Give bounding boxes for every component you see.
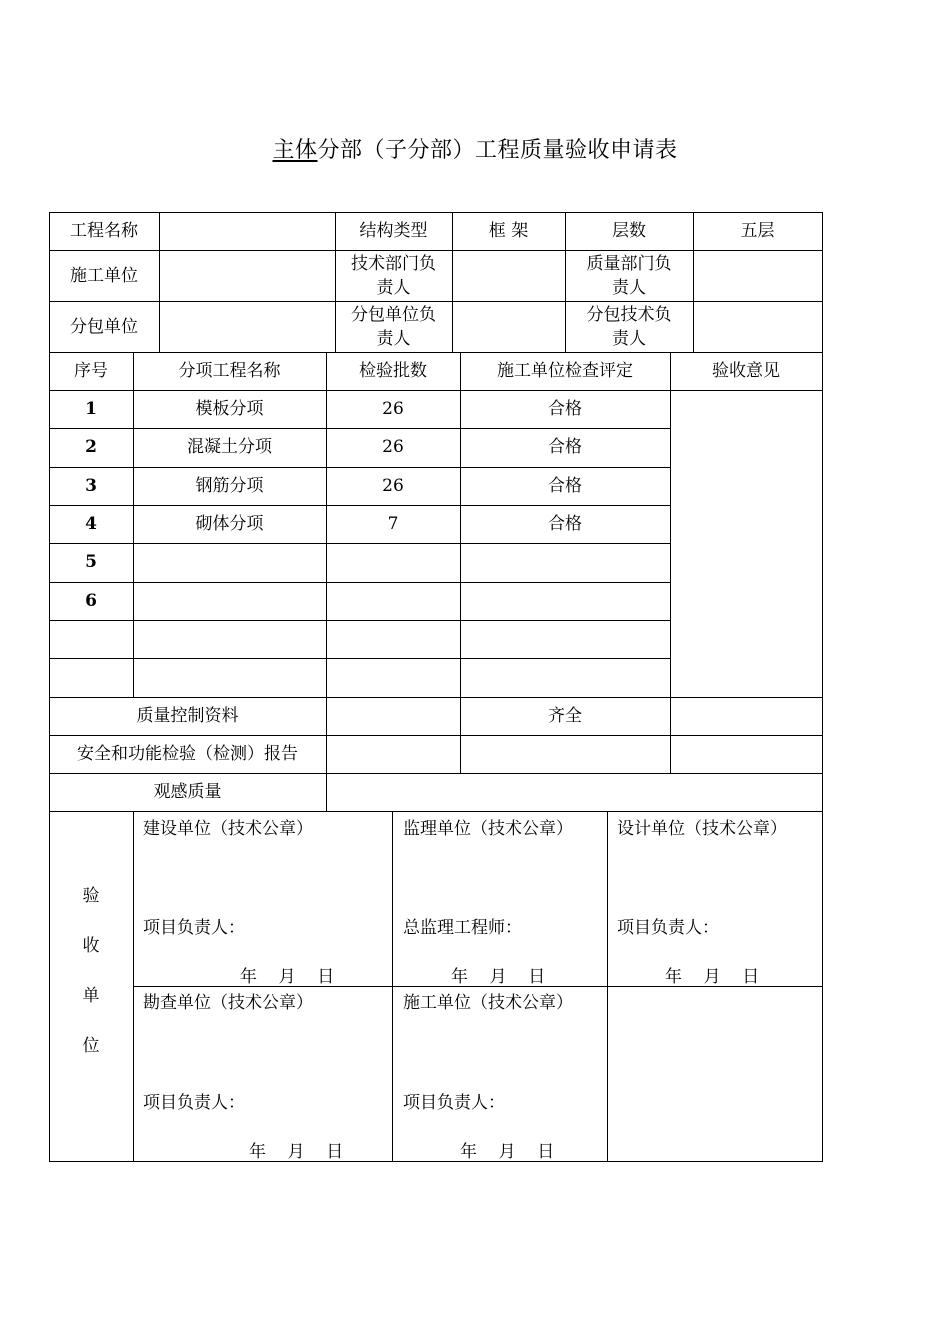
col-header-opinion: 验收意见 xyxy=(712,361,780,381)
item-batches: 26 xyxy=(382,475,404,496)
col-header-evaluation: 施工单位检查评定 xyxy=(497,361,633,381)
item-evaluation: 合格 xyxy=(548,399,582,420)
builder-signer-label: 项目负责人： xyxy=(403,1093,505,1113)
acceptance-side-label-4: 位 xyxy=(82,1036,100,1056)
title-text: 分部（子分部）工程质量验收申请表 xyxy=(317,138,678,163)
col-header-name: 分项工程名称 xyxy=(178,361,281,381)
survey-signer-label: 项目负责人： xyxy=(143,1093,245,1113)
appearance-quality-field[interactable] xyxy=(326,773,822,811)
item-evaluation[interactable] xyxy=(460,582,670,620)
tech-dept-head-label: 技术部门负责人 xyxy=(351,253,436,298)
item-batches[interactable] xyxy=(326,658,460,696)
design-seal-label: 设计单位（技术公章） xyxy=(617,819,787,839)
item-name: 混凝土分项 xyxy=(187,437,272,458)
supervision-signer-label: 总监理工程师： xyxy=(403,918,522,938)
floors-value: 五层 xyxy=(740,221,775,241)
quality-control-batches-field[interactable] xyxy=(326,697,460,735)
owner-seal-label: 建设单位（技术公章） xyxy=(143,819,313,839)
project-name-label: 工程名称 xyxy=(70,221,138,241)
design-date-label: 年 月 日 xyxy=(665,967,760,987)
item-name[interactable] xyxy=(133,582,326,620)
owner-signer-label: 项目负责人： xyxy=(143,918,245,938)
col-header-no: 序号 xyxy=(74,361,108,381)
item-no[interactable] xyxy=(49,620,133,658)
item-evaluation: 合格 xyxy=(548,514,582,535)
item-name: 模板分项 xyxy=(195,399,264,420)
title-subject: 主体 xyxy=(272,138,318,163)
grid-line xyxy=(49,1161,823,1162)
item-no: 5 xyxy=(85,552,97,573)
quality-dept-head-field[interactable] xyxy=(693,250,822,301)
item-batches[interactable] xyxy=(326,543,460,581)
quality-control-opinion-field[interactable] xyxy=(670,697,822,735)
quality-control-label: 质量控制资料 xyxy=(136,706,239,726)
item-evaluation[interactable] xyxy=(460,658,670,696)
col-header-batches: 检验批数 xyxy=(359,361,427,381)
item-batches: 7 xyxy=(387,514,399,535)
item-name: 砌体分项 xyxy=(195,514,264,535)
acceptance-side-label-2: 收 xyxy=(82,936,100,956)
supervision-date-label: 年 月 日 xyxy=(451,967,546,987)
acceptance-opinion-field[interactable] xyxy=(670,390,822,697)
acceptance-side-label-3: 单 xyxy=(82,986,100,1006)
safety-report-evaluation-field[interactable] xyxy=(460,735,670,773)
structure-type-label: 结构类型 xyxy=(359,221,428,241)
quality-dept-head-label: 质量部门负责人 xyxy=(586,253,672,298)
subcontract-tech-head-field[interactable] xyxy=(693,301,822,352)
supervision-seal-label: 监理单位（技术公章） xyxy=(403,819,573,839)
safety-report-label: 安全和功能检验（检测）报告 xyxy=(77,744,298,764)
owner-date-label: 年 月 日 xyxy=(240,967,335,987)
subcontract-unit-field[interactable] xyxy=(159,301,335,352)
tech-dept-head-field[interactable] xyxy=(452,250,565,301)
builder-seal-label: 施工单位（技术公章） xyxy=(403,993,573,1013)
grid-line xyxy=(822,212,823,1162)
item-no: 6 xyxy=(85,590,97,611)
design-signer-label: 项目负责人： xyxy=(617,918,719,938)
item-evaluation[interactable] xyxy=(460,543,670,581)
item-name[interactable] xyxy=(133,658,326,696)
safety-report-opinion-field[interactable] xyxy=(670,735,822,773)
subcontract-unit-label: 分包单位 xyxy=(70,316,138,337)
subcontract-unit-head-label: 分包单位负责人 xyxy=(351,304,436,349)
builder-date-label: 年 月 日 xyxy=(460,1142,555,1162)
item-name[interactable] xyxy=(133,543,326,581)
construction-unit-label: 施工单位 xyxy=(70,265,138,286)
survey-date-label: 年 月 日 xyxy=(249,1142,344,1162)
item-name: 钢筋分项 xyxy=(195,475,264,496)
item-no: 3 xyxy=(85,475,97,496)
item-evaluation[interactable] xyxy=(460,620,670,658)
acceptance-side-label-1: 验 xyxy=(82,886,100,906)
item-no: 1 xyxy=(85,399,97,420)
grid-line xyxy=(49,811,823,812)
quality-control-value: 齐全 xyxy=(548,706,582,726)
item-batches[interactable] xyxy=(326,582,460,620)
item-batches: 26 xyxy=(382,399,404,420)
item-no: 4 xyxy=(85,514,97,535)
item-batches: 26 xyxy=(382,437,404,458)
item-evaluation: 合格 xyxy=(548,437,582,458)
form-title xyxy=(0,133,950,164)
subcontract-tech-head-label: 分包技术负责人 xyxy=(586,304,672,349)
appearance-quality-label: 观感质量 xyxy=(153,782,222,802)
structure-type-value: 框 架 xyxy=(488,221,529,241)
item-name[interactable] xyxy=(133,620,326,658)
construction-unit-field[interactable] xyxy=(159,250,335,301)
item-batches[interactable] xyxy=(326,620,460,658)
item-evaluation: 合格 xyxy=(548,475,582,496)
floors-label: 层数 xyxy=(612,221,646,241)
item-no: 2 xyxy=(85,437,97,458)
survey-seal-label: 勘查单位（技术公章） xyxy=(143,993,313,1013)
subcontract-unit-head-field[interactable] xyxy=(452,301,565,352)
item-no[interactable] xyxy=(49,658,133,696)
project-name-field[interactable] xyxy=(159,212,335,250)
safety-report-batches-field[interactable] xyxy=(326,735,460,773)
